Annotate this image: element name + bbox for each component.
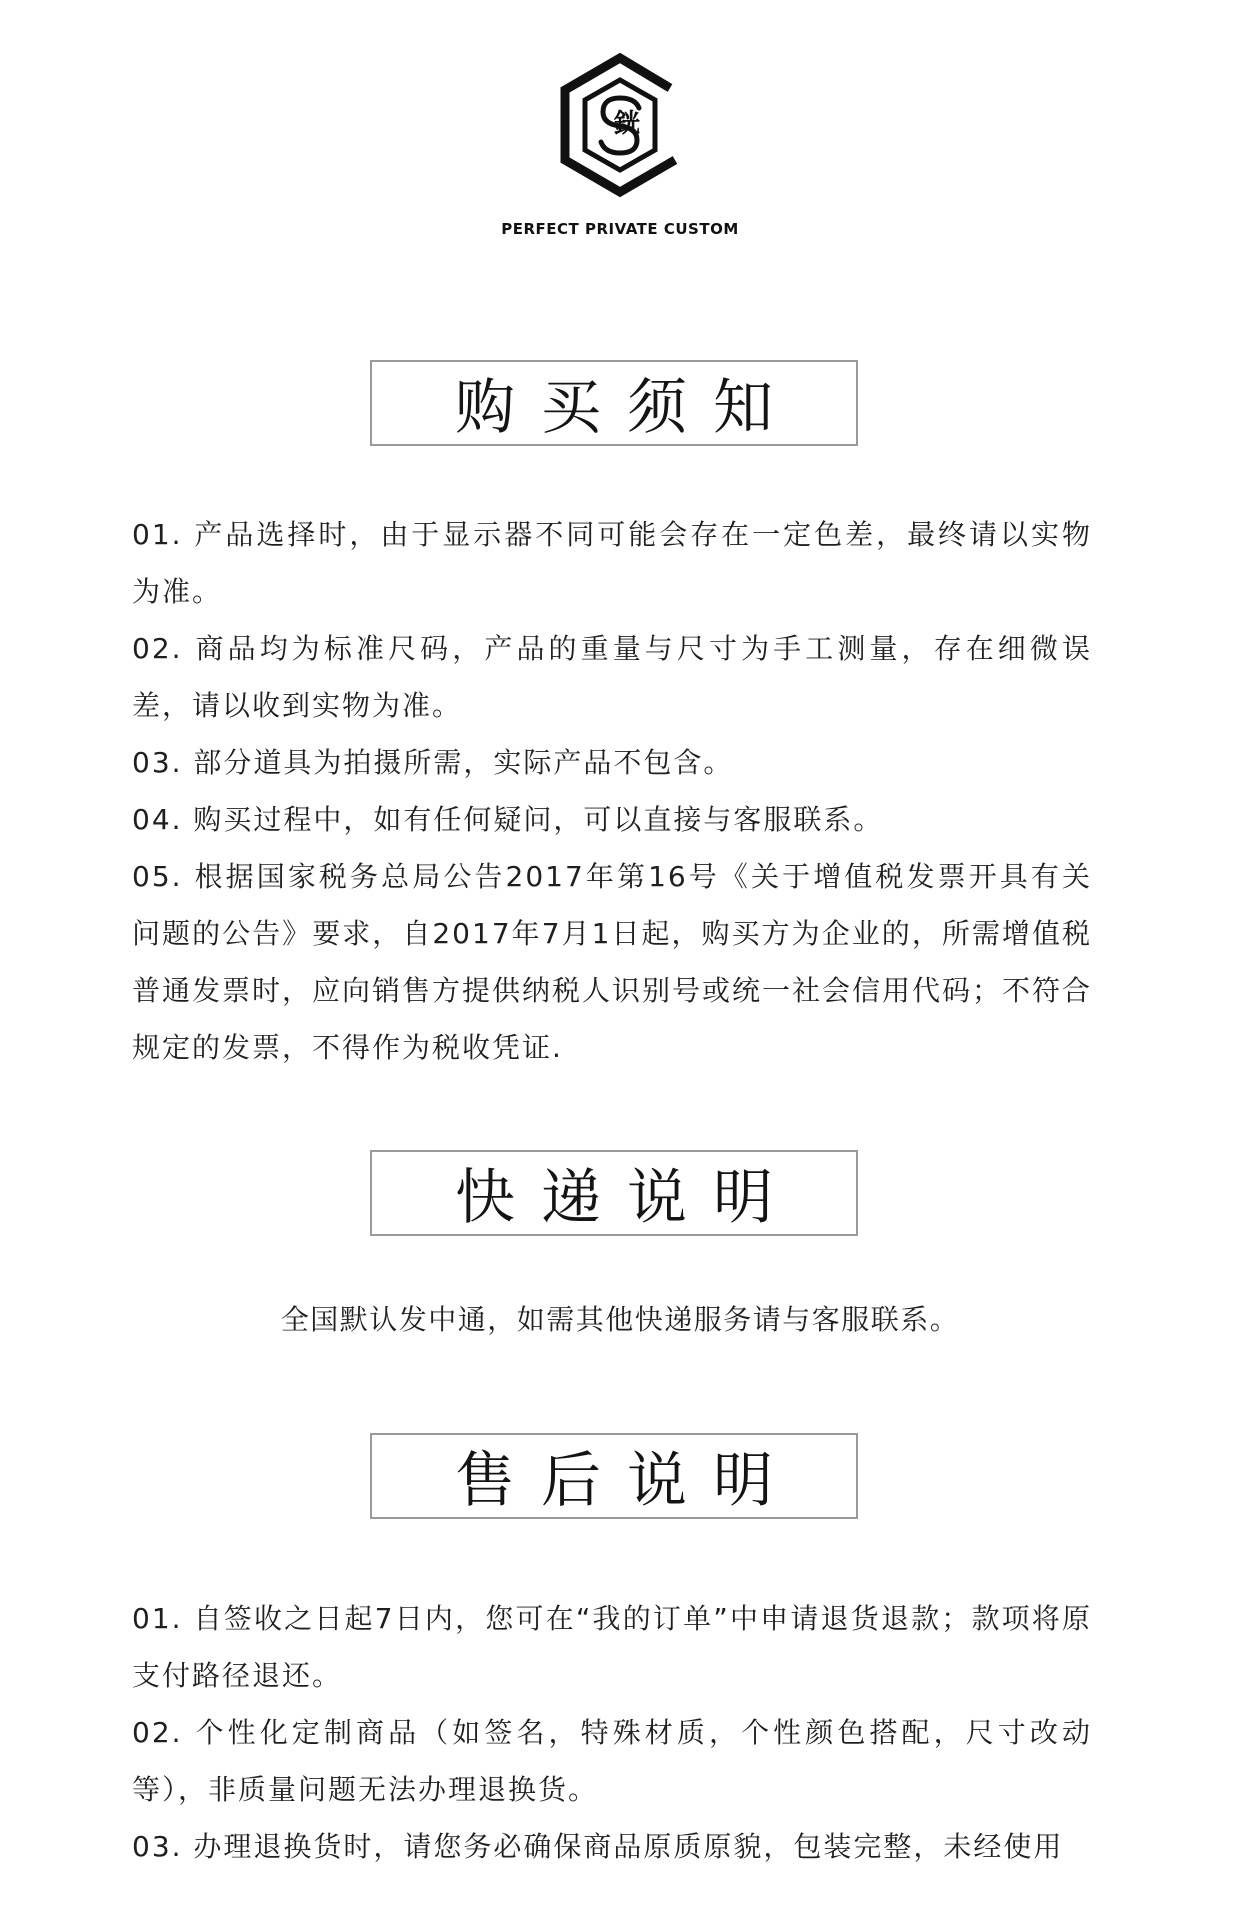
purchase-notice-item: 03. 部分道具为拍摄所需，实际产品不包含。 — [132, 746, 734, 779]
logo-mark-glyph: 銧 — [613, 109, 641, 139]
purchase-notice-item: 02. 商品均为标准尺码，产品的重量与尺寸为手工测量，存在细微误差，请以收到实物为准。 — [132, 632, 1092, 722]
after-sales-title-box — [370, 1433, 858, 1519]
purchase-notice-list — [132, 506, 1092, 1076]
purchase-notice-item: 01. 产品选择时，由于显示器不同可能会存在一定色差，最终请以实物为准。 — [132, 518, 1092, 608]
after-sales-item: 01. 自签收之日起7日内，您可在“我的订单”中申请退货退款；款项将原支付路径退还。 — [132, 1602, 1092, 1692]
purchase-notice-item: 04. 购买过程中，如有任何疑问，可以直接与客服联系。 — [132, 803, 884, 836]
purchase-notice-title-box — [370, 360, 858, 446]
purchase-notice-title: 购买须知 — [455, 373, 799, 443]
brand-logo — [0, 40, 1240, 238]
after-sales-item: 02. 个性化定制商品（如签名，特殊材质，个性颜色搭配，尺寸改动等），非质量问题无法办理退换货。 — [132, 1716, 1092, 1806]
logo-caption: PERFECT PRIVATE CUSTOM — [501, 220, 739, 238]
shipping-title: 快递说明 — [455, 1163, 799, 1233]
after-sales-item: 03. 办理退换货时，请您务必确保商品原质原貌，包装完整，未经使用 — [132, 1830, 1064, 1863]
hexagon-logo-icon — [535, 40, 705, 210]
after-sales-list — [132, 1590, 1092, 1875]
shipping-title-box — [370, 1150, 858, 1236]
after-sales-title: 售后说明 — [455, 1446, 799, 1516]
shipping-text: 全国默认发中通，如需其他快递服务请与客服联系。 — [280, 1303, 960, 1336]
purchase-notice-item: 05. 根据国家税务总局公告2017年第16号《关于增值税发票开具有关问题的公告》要求，自2017年7月1日起，购买方为企业的，所需增值税普通发票时，应向销售方提供纳税人识别号或统一社会信用代码；不符合规定的发票，不得作为税收凭证. — [132, 860, 1093, 1064]
